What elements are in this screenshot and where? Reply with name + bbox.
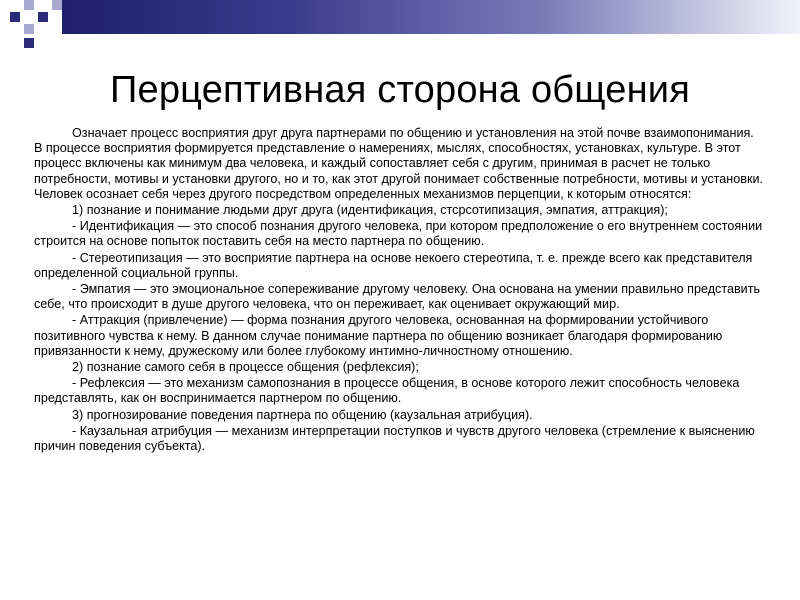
body-paragraph: Означает процесс восприятия друг друга партнерами по общению и установления на этой почве взаимопонимания. В процессе восприятия формируется представление о намерениях, мыслях, способностях, установках, культуре. В этот процесс включены как минимум два человека, и каждый сопоставляет себя с другим, принимая в расчет не только потребности, мотивы и установки другого, но и то, как этот другой понимает собственные потребности, мотивы и установки. Человек осознает себя через другого посредством определенных механизмов перцепции, к которым относятся: — [34, 126, 764, 201]
body-paragraph: - Рефлексия — это механизм самопознания в процессе общения, в основе которого лежит способность человека представлять, как он воспринимается партнером по общению. — [34, 376, 740, 406]
slide-body — [34, 126, 764, 455]
body-paragraph: 2) познание самого себя в процессе общения (рефлексия); — [72, 360, 419, 375]
header-gradient-bar — [62, 0, 800, 34]
decorative-square — [52, 0, 62, 10]
body-paragraph: - Аттракция (привлечение) — форма познания другого человека, основанная на формировании устойчивого позитивного чувства к нему. В данном случае понимание партнера по общению возникает благодаря формированию привязанности к нему, дружескому или более глубокому интимно-личностному отношению. — [34, 313, 723, 358]
body-paragraph: 3) прогнозирование поведения партнера по общению (каузальная атрибуция). — [72, 407, 533, 422]
decorative-square — [24, 38, 34, 48]
body-paragraph: 1) познание и понимание людьми друг друга (идентификация, стсрсотипизация, эмпатия, аттракция); — [72, 203, 668, 218]
body-paragraph: - Каузальная атрибуция — механизм интерпретации поступков и чувств другого человека (стремление к выяснению причин поведения субъекта). — [34, 423, 755, 454]
decorative-squares — [0, 0, 64, 52]
decorative-square — [24, 0, 34, 10]
decorative-square — [38, 12, 48, 22]
body-paragraph: - Идентификация — это способ познания другого человека, при котором предположение о его внутреннем состоянии строится на основе попыток поставить себя на место партнера по общению. — [34, 219, 763, 249]
body-paragraph: - Стереотипизация — это восприятие партнера на основе некоего стереотипа, т. е. прежде всего как представителя определенной социальной группы. — [34, 250, 753, 280]
decorative-square — [24, 24, 34, 34]
slide-title: Перцептивная сторона общения — [109, 69, 691, 111]
body-paragraph: - Эмпатия — это эмоциональное сопереживание другому человеку. Она основана на умении правильно представить себе, что происходит в душе другого человека, что он переживает, как оценивает окружающий мир. — [34, 282, 761, 312]
decorative-square — [10, 12, 20, 22]
